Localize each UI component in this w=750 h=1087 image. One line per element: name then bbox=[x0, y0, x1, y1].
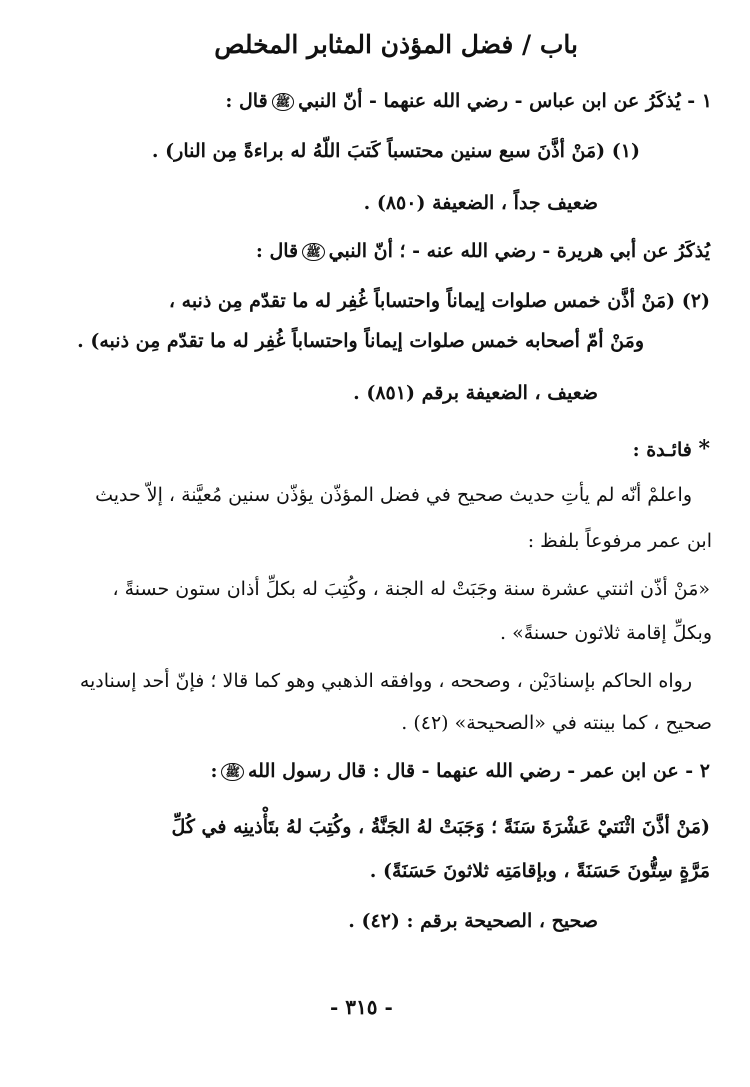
hadith1-grade: ضعيف جداً ، الضعيفة (٨٥٠) . bbox=[363, 192, 598, 214]
benefit-para1-line2: ابن عمر مرفوعاً بلفظ : bbox=[527, 530, 712, 552]
hadith1-intro-text: ١ - يُذكَرُ عن ابن عباس - رضي الله عنهما - أنّ النبي bbox=[298, 90, 712, 112]
hadith2-text-line2: ومَنْ أمّ أصحابه خمس صلوات إيماناً واحتساباً غُفِر له ما تقدّم مِن ذنبه) . bbox=[77, 330, 644, 352]
salawat-icon: ﷺ bbox=[221, 763, 244, 781]
benefit-quote-line2: وبكلِّ إقامة ثلاثون حسنةً» . bbox=[500, 622, 712, 644]
hadith2-grade: ضعيف ، الضعيفة برقم (٨٥١) . bbox=[353, 382, 598, 404]
hadith3-intro-text: ٢ - عن ابن عمر - رضي الله عنهما - قال : قال رسول الله bbox=[247, 760, 710, 782]
page-number: - ٣١٥ - bbox=[330, 995, 393, 1019]
benefit-heading-text: فائـدة : bbox=[632, 439, 692, 461]
salawat-icon: ﷺ bbox=[272, 93, 295, 111]
hadith3-grade: صحيح ، الصحيحة برقم : (٤٢) . bbox=[348, 910, 598, 932]
hadith1-intro-end: قال : bbox=[225, 90, 268, 112]
hadith1-text: (١) (مَنْ أذَّنَ سبع سنين محتسباً كَتبَ اللّهُ له براءةً مِن النار) . bbox=[151, 140, 640, 162]
hadith2-text-line1: (٢) (مَنْ أذَّن خمس صلوات إيماناً واحتساباً غُفِر له ما تقدّم مِن ذنبه ، bbox=[168, 290, 710, 312]
salawat-icon: ﷺ bbox=[302, 243, 325, 261]
hadith3-intro-end: : bbox=[210, 760, 218, 782]
benefit-para2-line1: رواه الحاكم بإسنادَيْن ، وصححه ، ووافقه الذهبي وهو كما قالا ؛ فإنّ أحد إسناديه bbox=[79, 670, 692, 692]
chapter-title: باب / فضل المؤذن المثابر المخلص bbox=[214, 30, 578, 59]
benefit-quote-line1: «مَنْ أذّن اثنتي عشرة سنة وجَبَتْ له الجنة ، وكُتِبَ له بكلِّ أذان ستون حسنةً ، bbox=[112, 578, 710, 600]
hadith2-intro bbox=[256, 236, 710, 266]
benefit-para1-line1: واعلمْ أنّه لم يأتِ حديث صحيح في فضل المؤذّن يؤذّن سنين مُعيَّنة ، إلاّ حديث bbox=[95, 484, 692, 506]
hadith3-text-line2: مَرَّةٍ سِتُّونَ حَسَنَةً ، وبإقامَتِه ثلاثونَ حَسَنَةً) . bbox=[369, 860, 710, 882]
hadith2-intro-text: يُذكَرُ عن أبي هريرة - رضي الله عنه - ؛ أنّ النبي bbox=[328, 240, 710, 262]
star-icon: * bbox=[698, 436, 710, 462]
hadith1-intro bbox=[225, 86, 712, 116]
benefit-heading bbox=[633, 434, 710, 465]
benefit-para2-line2: صحيح ، كما بينته في «الصحيحة» (٤٢) . bbox=[401, 712, 712, 734]
hadith3-text-line1: (مَنْ أذَّنَ اثْنَتيْ عَشْرَةَ سَنَةً ؛ وَجَبَتْ لهُ الجَنَّةُ ، وكُتِبَ لهُ بتَأْذينِه في كُلِّ bbox=[171, 816, 710, 838]
hadith3-intro bbox=[210, 756, 710, 786]
hadith2-intro-end: قال : bbox=[255, 240, 299, 262]
